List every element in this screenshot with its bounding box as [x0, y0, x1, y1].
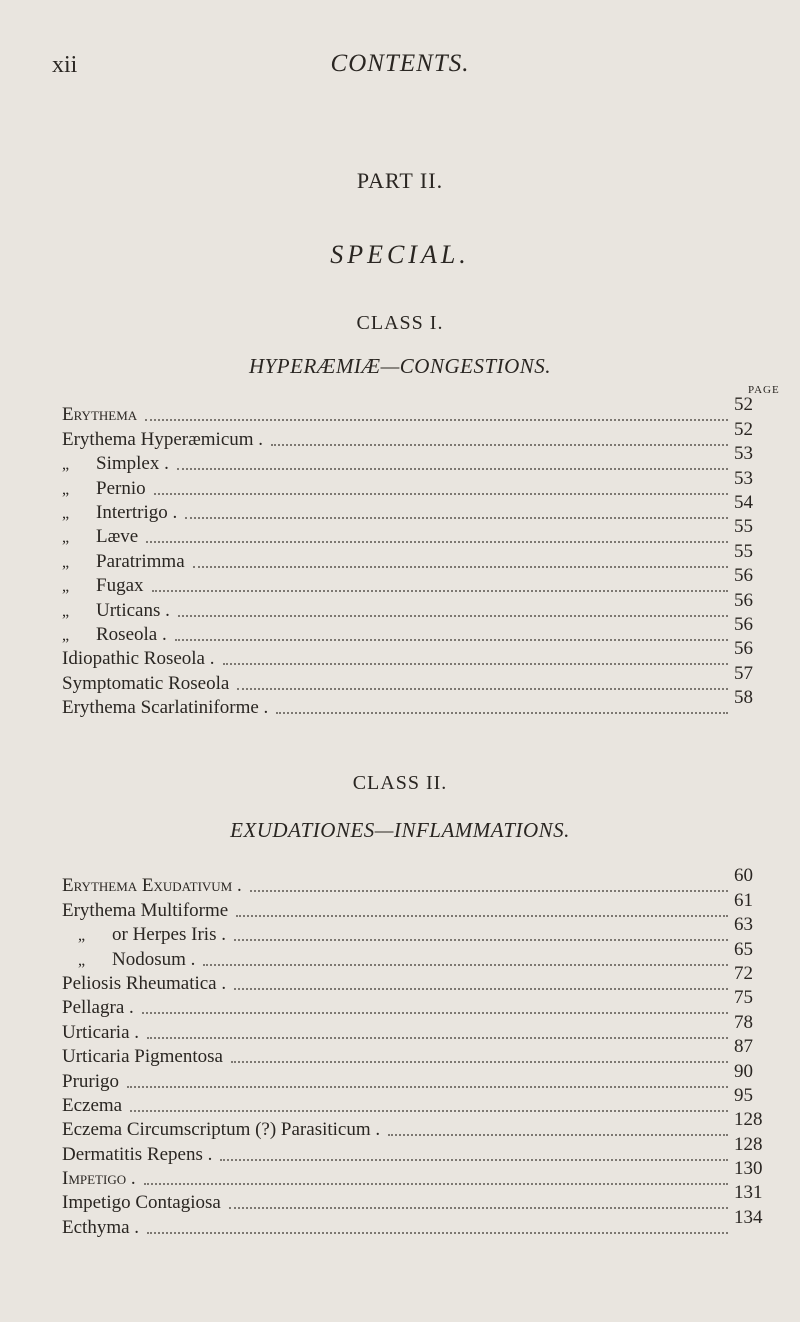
running-title: CONTENTS. — [330, 50, 470, 77]
ditto-mark: „ — [62, 626, 70, 644]
entry-title: Idiopathic Roseola . — [62, 648, 215, 670]
contents-entry — [62, 914, 774, 946]
contents-entry — [62, 889, 774, 921]
page-ref: 58 — [734, 687, 753, 709]
contents-entry — [62, 938, 774, 970]
leader-dots — [146, 540, 728, 543]
class2-title: EXUDATIONES—INFLAMMATIONS. — [230, 818, 570, 842]
leader-dots — [127, 1085, 728, 1088]
page-ref: 55 — [734, 540, 753, 562]
ditto-mark: „ — [62, 578, 70, 596]
page-ref: 53 — [734, 443, 753, 465]
leader-dots — [229, 1206, 728, 1209]
leader-dots — [276, 711, 728, 714]
ditto-mark: „ — [62, 456, 70, 474]
ditto-mark: „ — [78, 951, 86, 969]
contents-entry — [62, 565, 774, 597]
contents-entry — [62, 687, 774, 719]
contents-entry — [62, 1158, 774, 1190]
contents-entry — [62, 1060, 774, 1092]
contents-entry — [62, 962, 774, 995]
part-subtitle: SPECIAL. — [330, 240, 470, 269]
leader-dots — [147, 1036, 728, 1039]
entry-title: Erythema Exudativum . — [62, 875, 242, 897]
ditto-mark: „ — [62, 480, 70, 498]
page-ref: 63 — [734, 914, 753, 936]
contents-entry — [62, 418, 774, 450]
entry-title: Eczema — [62, 1094, 123, 1116]
leader-dots — [234, 938, 728, 941]
ditto-mark: „ — [62, 602, 70, 620]
entry-title: Intertrigo . — [96, 501, 178, 523]
page-ref: 54 — [734, 491, 753, 513]
entry-title: Urticans . — [96, 599, 170, 621]
entry-title: Pernio — [96, 477, 146, 499]
entry-title: Impetigo Contagiosa — [62, 1192, 221, 1214]
contents-entry — [62, 467, 774, 499]
page-ref: 57 — [734, 662, 753, 684]
leader-dots — [237, 687, 728, 690]
leader-dots — [250, 889, 728, 892]
contents-entry — [62, 491, 774, 524]
entry-title: Ecthyma . — [62, 1216, 140, 1238]
contents-entry — [62, 613, 774, 646]
page-ref: 75 — [734, 987, 753, 1009]
contents-entry — [62, 1011, 774, 1043]
contents-entry — [62, 987, 774, 1019]
contents-entry — [62, 1109, 774, 1141]
leader-dots — [152, 589, 729, 592]
leader-dots — [388, 1133, 728, 1136]
entry-title: Impetigo . — [62, 1168, 136, 1190]
leader-dots — [231, 1060, 728, 1063]
leader-dots — [175, 638, 728, 641]
entry-title: Eczema Circumscriptum (?) Parasiticum . — [62, 1119, 381, 1141]
leader-dots — [144, 1182, 728, 1185]
contents-entry — [62, 589, 774, 621]
page-ref: 61 — [734, 889, 753, 911]
entry-title: Simplex . — [96, 453, 169, 475]
leader-dots — [154, 492, 728, 495]
entry-title: Prurigo — [62, 1070, 119, 1092]
contents-entry — [62, 1036, 774, 1068]
page-ref: 90 — [734, 1060, 753, 1082]
page-ref: 52 — [734, 418, 753, 440]
leader-dots — [147, 1231, 728, 1234]
ditto-mark: „ — [78, 927, 86, 945]
page-ref: 87 — [734, 1036, 753, 1058]
entry-title: Læve — [96, 526, 139, 548]
page-ref: 56 — [734, 638, 753, 660]
entry-title: Pellagra . — [62, 997, 134, 1019]
entry-title: Paratrimma — [96, 550, 185, 572]
entry-title: Urticaria . — [62, 1021, 140, 1043]
entry-title: Urticaria Pigmentosa — [62, 1046, 223, 1068]
contents-entry — [62, 638, 774, 670]
contents-entry — [62, 1206, 774, 1238]
class1-contents-list — [62, 394, 774, 719]
page-ref: 53 — [734, 467, 753, 489]
page-ref: 52 — [734, 394, 753, 416]
entry-title: Roseola . — [96, 623, 167, 645]
page-ref: 128 — [734, 1133, 763, 1155]
class2-contents-list — [62, 865, 774, 1239]
leader-dots — [236, 914, 728, 917]
class1-label: CLASS I. — [356, 312, 444, 334]
leader-dots — [130, 1109, 728, 1112]
entry-title: Erythema Scarlatiniforme . — [62, 697, 269, 719]
entry-title: Erythema Hyperæmicum . — [62, 428, 264, 450]
page-ref: 130 — [734, 1158, 763, 1180]
entry-title: Dermatitis Repens . — [62, 1143, 213, 1165]
page-ref: 78 — [734, 1011, 753, 1033]
leader-dots — [145, 418, 728, 421]
page-ref: 128 — [734, 1109, 763, 1131]
leader-dots — [142, 1011, 728, 1014]
leader-dots — [177, 467, 728, 470]
leader-dots — [234, 987, 728, 990]
leader-dots — [193, 565, 728, 568]
entry-title: Nodosum . — [112, 948, 196, 970]
page-ref: 72 — [734, 962, 753, 984]
leader-dots — [220, 1158, 728, 1161]
contents-entry — [62, 1084, 774, 1117]
ditto-mark: „ — [62, 529, 70, 547]
entry-title: Peliosis Rheumatica . — [62, 972, 227, 994]
contents-entry — [62, 1182, 774, 1214]
contents-entry — [62, 443, 774, 475]
entry-title: or Herpes Iris . — [112, 924, 226, 946]
ditto-mark: „ — [62, 504, 70, 522]
leader-dots — [271, 443, 728, 446]
page-ref: 134 — [734, 1206, 763, 1228]
contents-entry — [62, 540, 774, 572]
leader-dots — [178, 614, 728, 617]
entry-title: Fugax — [96, 575, 144, 597]
page-ref: 131 — [734, 1182, 763, 1204]
contents-entry — [62, 662, 774, 694]
entry-title: Symptomatic Roseola — [62, 672, 230, 694]
leader-dots — [185, 516, 728, 519]
class2-label: CLASS II. — [352, 772, 448, 794]
entry-title: Erythema Multiforme — [62, 899, 229, 921]
page-ref: 56 — [734, 565, 753, 587]
contents-entry — [62, 865, 774, 897]
leader-dots — [223, 662, 729, 665]
page-ref: 60 — [734, 865, 753, 887]
contents-entry — [62, 394, 774, 426]
page-column-heading: PAGE — [748, 384, 780, 396]
entry-title: Erythema — [62, 404, 138, 426]
class1-title: HYPERÆMIÆ—CONGESTIONS. — [248, 354, 552, 378]
page-ref: 56 — [734, 613, 753, 635]
part-label: PART II. — [356, 168, 444, 193]
page-ref: 56 — [734, 589, 753, 611]
page-ref: 95 — [734, 1084, 753, 1106]
contents-entry — [62, 1133, 774, 1165]
contents-entry — [62, 516, 774, 548]
page-ref: 55 — [734, 516, 753, 538]
page-ref: 65 — [734, 938, 753, 960]
leader-dots — [203, 963, 728, 966]
ditto-mark: „ — [62, 553, 70, 571]
page-number: xii — [52, 52, 78, 78]
